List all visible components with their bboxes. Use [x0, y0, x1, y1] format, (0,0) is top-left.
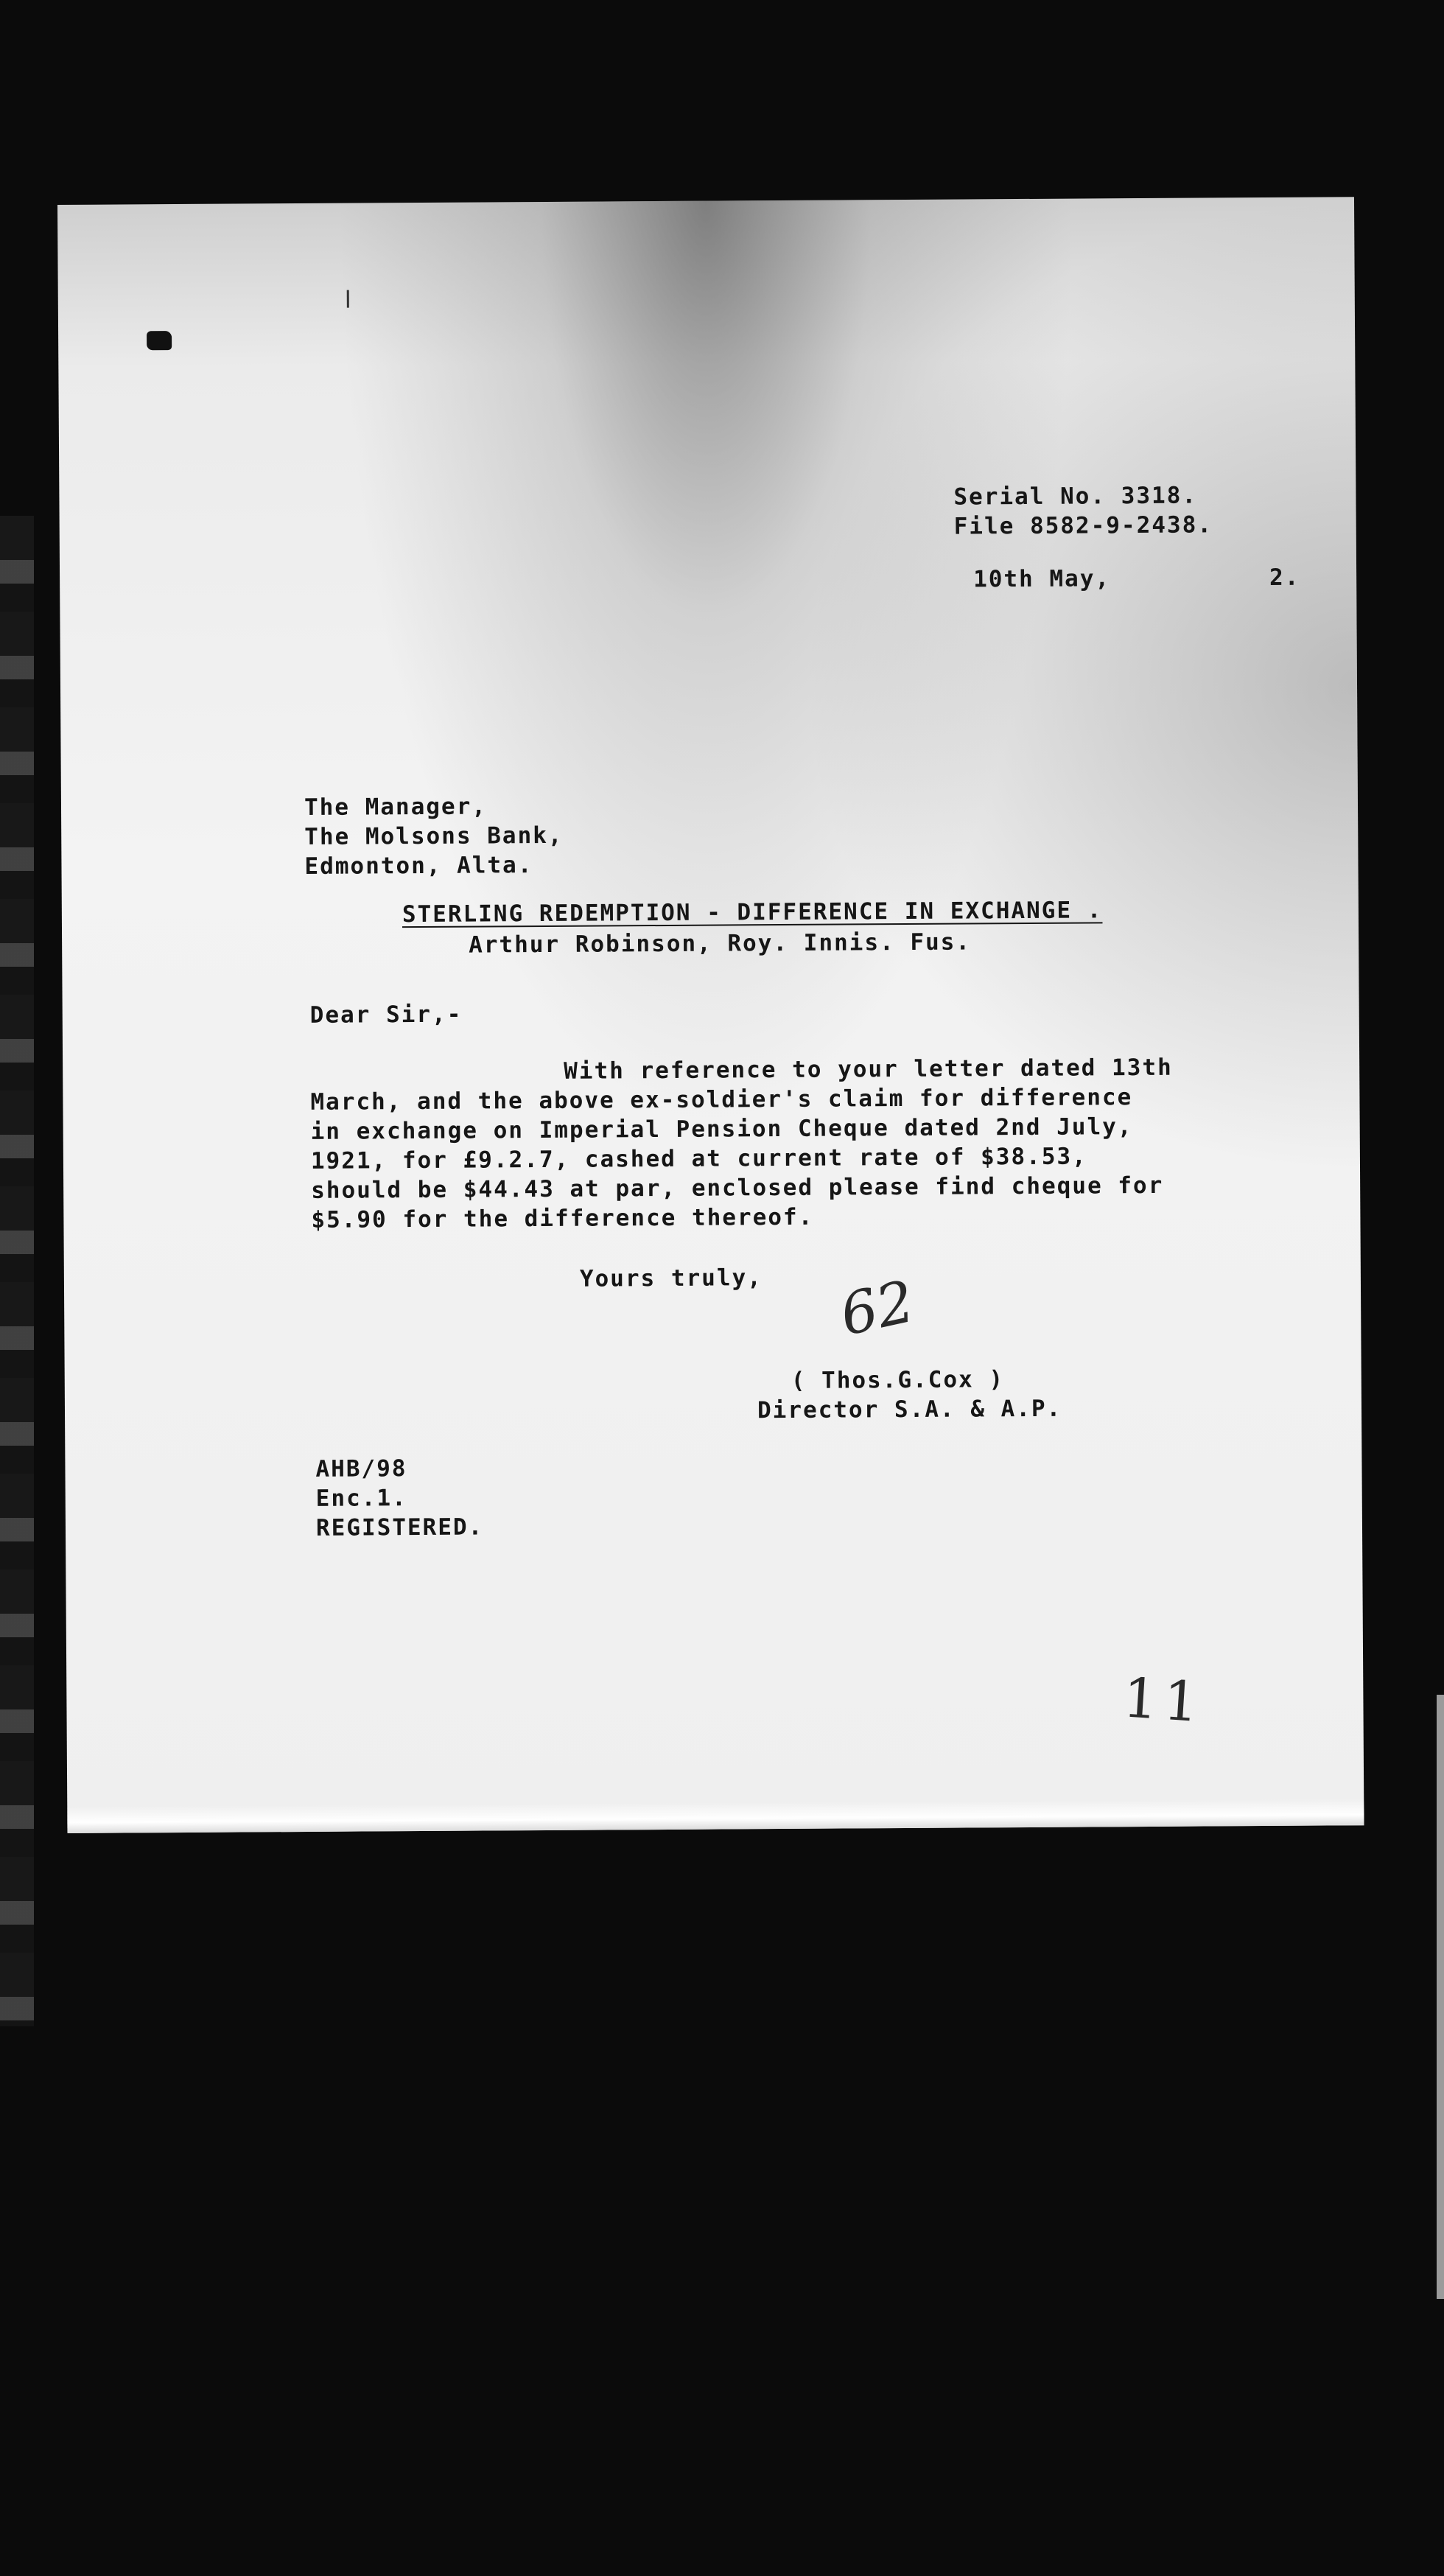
serial-number: Serial No. 3318. [953, 482, 1198, 511]
enclosure-note: Enc.1. [315, 1485, 407, 1512]
addressee-line-3: Edmonton, Alta. [304, 852, 533, 880]
body-line-3: in exchange on Imperial Pension Cheque dated 2nd July, [310, 1113, 1133, 1145]
film-strip-edge-right [1437, 1695, 1444, 2299]
body-line-6: $5.90 for the difference thereof. [311, 1203, 814, 1233]
body-line-1: With reference to your letter dated 13th [564, 1054, 1173, 1085]
page-number: 2. [1269, 564, 1300, 591]
pencil-tick [347, 290, 349, 308]
film-strip-edge [0, 516, 34, 2026]
file-number: File 8582-9-2438. [953, 511, 1213, 540]
body-line-4: 1921, for £9.2.7, cashed at current rate of $38.53, [310, 1143, 1087, 1175]
signature-name: ( Thos.G.Cox ) [791, 1366, 1005, 1394]
reference-code: AHB/98 [315, 1455, 407, 1483]
handwritten-initials: 62 [834, 1268, 920, 1349]
letter-date: 10th May, [973, 565, 1111, 593]
letter-page [57, 197, 1364, 1833]
addressee-line-2: The Molsons Bank, [304, 822, 564, 850]
addressee-line-1: The Manager, [304, 793, 488, 821]
subject-name: Arthur Robinson, Roy. Innis. Fus. [469, 928, 972, 959]
salutation: Dear Sir,- [309, 1001, 463, 1029]
closing: Yours truly, [579, 1264, 763, 1292]
handwritten-page-mark: 11 [1121, 1666, 1207, 1735]
ink-blot [147, 331, 172, 350]
registered-note: REGISTERED. [315, 1513, 484, 1541]
subject-heading: STERLING REDEMPTION - DIFFERENCE IN EXCHANGE . [402, 897, 1103, 928]
body-line-2: March, and the above ex-soldier's claim for difference [310, 1084, 1133, 1116]
body-line-5: should be $44.43 at par, enclosed please find cheque for [311, 1172, 1164, 1204]
signature-title: Director S.A. & A.P. [757, 1395, 1062, 1424]
